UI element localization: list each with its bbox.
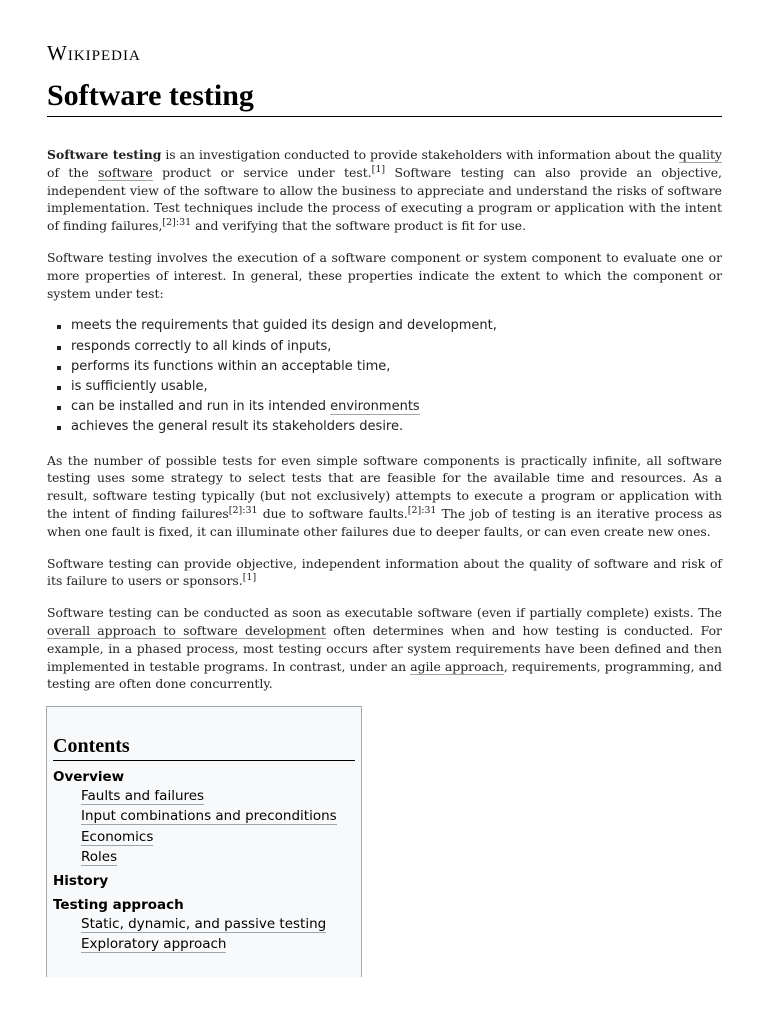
toc-sublist <box>53 914 355 955</box>
toc-section <box>53 895 355 955</box>
paragraph-information <box>47 555 722 591</box>
reference-2[interactable]: [2]:31 <box>407 504 437 516</box>
text: , requirements, programming, and testing are often done concurrently. <box>47 658 722 692</box>
text: As the number of possible tests for even simple software components is practically infinite, all software testing uses some strategy to select tests that are feasible for the available time and resources. As a result, software testing typically (but not exclusively) attempts to execute a program or application with the intent of finding failures <box>47 452 722 521</box>
paragraph-strategy <box>47 452 722 541</box>
text: often determines when and how testing is conducted. For example, in a phased process, most testing occurs after system requirements have been defined and then implemented in testable programs. In contrast, under an <box>47 622 722 674</box>
text: can be installed and run in its intended <box>71 399 331 415</box>
reference-2[interactable]: [2]:31 <box>228 504 258 516</box>
list-item: is sufficiently usable, <box>71 377 722 397</box>
toc-subsection <box>81 827 355 847</box>
list-item <box>71 397 722 417</box>
text: of the <box>47 164 99 180</box>
toc-link[interactable]: Static, dynamic, and passive testing <box>81 916 327 933</box>
toc-subsection <box>81 934 355 954</box>
toc-sublist <box>53 786 355 867</box>
toc-subsection <box>81 806 355 826</box>
paragraph-execution: Software testing involves the execution of a software component or system component to evaluate one or more properties of interest. In general, these properties indicate the extent to which the component or system under test: <box>47 249 722 301</box>
list-item: achieves the general result its stakeholders desire. <box>71 417 722 437</box>
list-item: performs its functions within an acceptable time, <box>71 357 722 377</box>
text: Software testing can provide objective, independent information about the quality of software and risk of its failure to users or sponsors. <box>47 555 722 589</box>
link-software-development[interactable]: overall approach to software development <box>47 622 326 638</box>
toc-title: Contents <box>53 733 355 761</box>
link-quality[interactable]: quality <box>678 147 722 162</box>
text: Software testing can be conducted as soon as executable software (even if partially complete) exists. The <box>47 605 722 621</box>
list-item: responds correctly to all kinds of inputs, <box>71 337 722 357</box>
properties-list <box>47 316 722 437</box>
text: product or service under test. <box>152 164 372 180</box>
paragraph-timing <box>47 604 722 693</box>
wikipedia-wordmark[interactable]: Wikipedia <box>47 41 141 65</box>
text: due to software faults. <box>257 505 408 521</box>
reference-1[interactable]: [1] <box>242 572 257 584</box>
page-title: Software testing <box>47 78 722 117</box>
link-agile-approach[interactable]: agile approach <box>410 658 504 674</box>
toc-section <box>53 767 355 867</box>
paragraph-intro <box>47 146 722 235</box>
reference-1[interactable]: [1] <box>371 163 386 175</box>
toc-subsection <box>81 786 355 806</box>
article-body <box>47 146 722 707</box>
text: and verifying that the software product is fit for use. <box>191 218 527 234</box>
link-environments[interactable]: environments <box>330 399 420 415</box>
link-software[interactable]: software <box>98 164 153 180</box>
text: Software testing can also provide an objective, independent view of the software to allow the business to appreciate and understand the risks of software implementation. Test techniques include the process of executing a program or application with the intent of finding failures, <box>47 164 722 234</box>
toc-link[interactable]: Input combinations and preconditions <box>81 808 337 825</box>
toc-link-history[interactable]: History <box>53 873 109 890</box>
bold-term: Software testing <box>47 147 162 162</box>
text: The job of testing is an iterative process as when one fault is fixed, it can illuminate other failures due to deeper faults, or can even create new ones. <box>47 505 722 539</box>
toc-link[interactable]: Roles <box>81 848 118 865</box>
toc-section <box>53 871 355 891</box>
table-of-contents <box>46 706 362 977</box>
reference-2[interactable]: [2]:31 <box>162 217 192 229</box>
toc-link[interactable]: Exploratory approach <box>81 936 227 953</box>
toc-list <box>53 767 355 955</box>
text: is an investigation conducted to provide stakeholders with information about the <box>161 147 679 162</box>
list-item: meets the requirements that guided its design and development, <box>71 316 722 336</box>
toc-link-overview[interactable]: Overview <box>53 769 125 785</box>
toc-link[interactable]: Economics <box>81 828 154 845</box>
toc-subsection <box>81 914 355 934</box>
toc-subsection <box>81 847 355 867</box>
toc-link[interactable]: Faults and failures <box>81 788 205 804</box>
toc-link-testing-approach[interactable]: Testing approach <box>53 897 184 914</box>
